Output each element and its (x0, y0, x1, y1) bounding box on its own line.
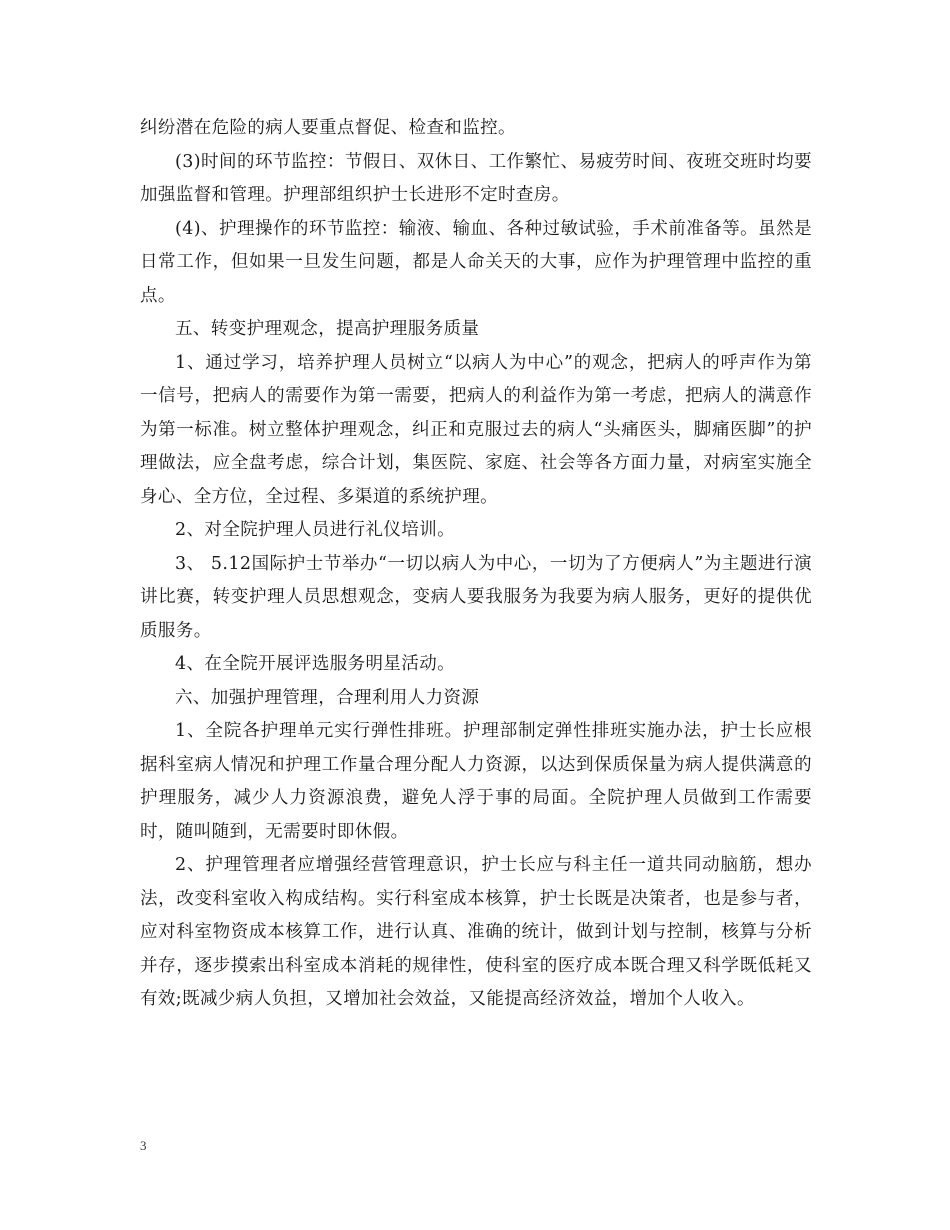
section-heading-5: 五、转变护理观念，提高护理服务质量 (175, 319, 480, 339)
paragraph-3: (4)、护理操作的环节监控：输液、输血、各种过敏试验，手术前准备等。虽然是日常工作，但如果一旦发生问题，都是人命关天的大事，应作为护理管理中监控的重点。 (140, 218, 812, 306)
section-heading-6: 六、加强护理管理，合理利用人力资源 (175, 687, 480, 708)
paragraph-2: (3)时间的环节监控：节假日、双休日、工作繁忙、易疲劳时间、夜班交班时均要加强监督和管理。护理部组织护士长进形不定时查房。 (140, 151, 812, 205)
page-number: 3 (140, 1138, 147, 1153)
paragraph-11: 2、护理管理者应增强经营管理意识，护士长应与科主任一道共同动脑筋，想办法，改变科室收入构成结构。实行科室成本核算，护士长既是决策者，也是参与者，应对科室物资成本核算工作，进行认真、准确的统计，做到计划与控制，核算与分析并存，逐步摸索出科室成本消耗的规律性，使科室的医疗成本既合理又科学既低耗又有效;既减少病人负担，又增加社会效益，又能提高经济效益，增加个人收入。 (140, 855, 812, 1009)
paragraph-7: 3、 5.12国际护士节举办“一切以病人为中心，一切为了方便病人”为主题进行演讲比赛，转变护理人员思想观念，变病人要我服务为我要为病人服务，更好的提供优质服务。 (140, 553, 812, 641)
paragraph-1: 纠纷潜在危险的病人要重点督促、检查和监控。 (140, 118, 516, 138)
paragraph-6: 2、对全院护理人员进行礼仪培训。 (175, 520, 456, 540)
document-body (140, 112, 812, 1017)
paragraph-8: 4、在全院开展评选服务明星活动。 (175, 654, 456, 674)
paragraph-5: 1、通过学习，培养护理人员树立“以病人为中心”的观念，把病人的呼声作为第一信号，把病人的需要作为第一需要，把病人的利益作为第一考虑，把病人的满意作为第一标准。树立整体护理观念，纠正和克服过去的病人“头痛医头，脚痛医脚”的护理做法，应全盘考虑，综合计划，集医院、家庭、社会等各方面力量，对病室实施全身心、全方位，全过程、多渠道的系统护理。 (140, 352, 812, 507)
paragraph-10: 1、全院各护理单元实行弹性排班。护理部制定弹性排班实施办法，护士长应根据科室病人情况和护理工作量合理分配人力资源，以达到保质保量为病人提供满意的护理服务，减少人力资源浪费，避免人浮于事的局面。全院护理人员做到工作需要时，随叫随到，无需要时即休假。 (140, 721, 812, 842)
